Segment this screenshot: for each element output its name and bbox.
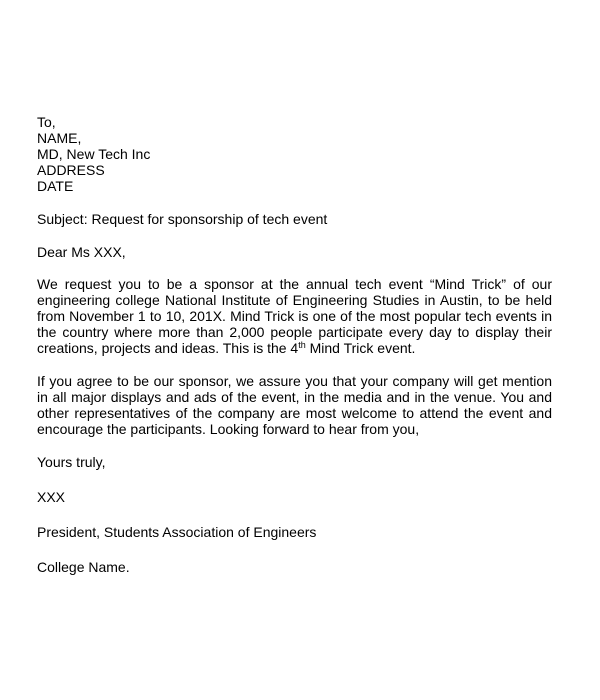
recipient-name: NAME, <box>37 130 82 146</box>
signer-title: President, Students Association of Engineers <box>37 524 317 540</box>
recipient-block <box>37 114 552 194</box>
paragraph-2: If you agree to be our sponsor, we assure you that your company will get mention in all major displays and ads of the event, in the media and in the venue. You and other representatives of the company are most welcome to attend the event and encourage the participants. Looking forward to hear from you, <box>37 373 552 437</box>
college-name: College Name. <box>37 559 130 575</box>
recipient-date: DATE <box>37 178 74 194</box>
signer-name: XXX <box>37 489 66 505</box>
letter-body <box>37 114 552 575</box>
ordinal-suffix: th <box>298 340 306 350</box>
paragraph-1-text: We request you to be a sponsor at the annual tech event “Mind Trick” of our engineering college National Institute of Engineering Studies in Austin, to be held from November 1 to 10, 201X. Mind Trick is one of the most popular tech events in the country where more than 2,000 people participate every day to display their creations, projects and ideas. This is the 4 <box>37 276 552 356</box>
recipient-to: To, <box>37 114 56 130</box>
subject-line: Subject: Request for sponsorship of tech event <box>37 211 328 227</box>
paragraph-1 <box>37 276 552 356</box>
salutation: Dear Ms XXX, <box>37 244 126 260</box>
paragraph-1-end: Mind Trick event. <box>305 340 416 356</box>
closing: Yours truly, <box>37 454 106 470</box>
recipient-address: ADDRESS <box>37 162 105 178</box>
recipient-title: MD, New Tech Inc <box>37 146 151 162</box>
